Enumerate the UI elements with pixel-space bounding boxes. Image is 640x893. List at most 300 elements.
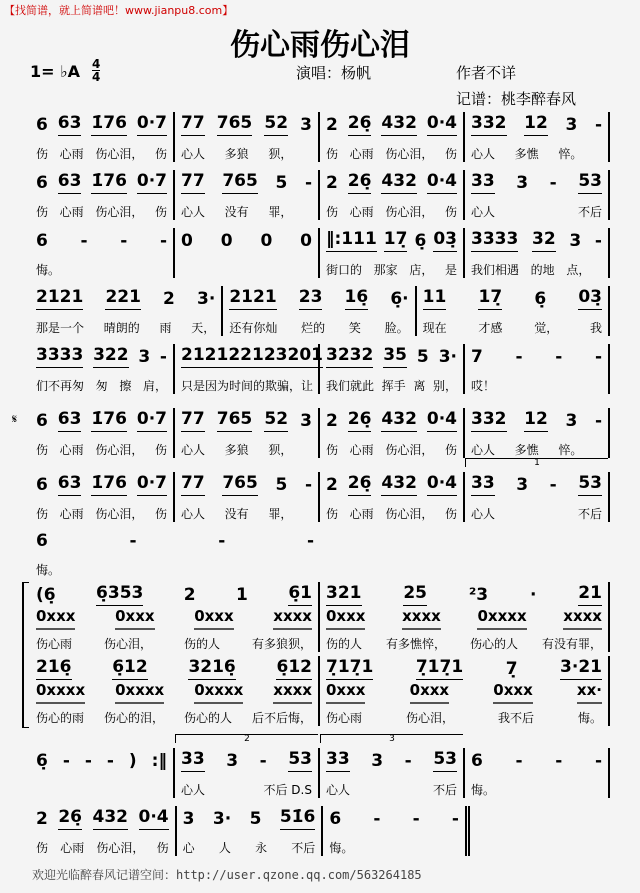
- lyrics: [326, 258, 457, 278]
- note: 7̣17̣1: [326, 656, 373, 680]
- score-line: [30, 734, 610, 798]
- note: 765: [217, 408, 253, 432]
- notes: [326, 748, 457, 772]
- notes: [471, 228, 602, 252]
- lyric: 伤心泪，: [103, 637, 152, 651]
- note: -: [555, 347, 563, 367]
- notes: [36, 656, 312, 680]
- note: 232: [264, 344, 300, 368]
- note: -: [373, 809, 381, 829]
- lyric: 离: [413, 379, 426, 393]
- note: 6̣: [36, 751, 48, 771]
- lyric: 心雨: [59, 147, 84, 161]
- measure: [30, 528, 320, 578]
- notes: [36, 112, 167, 136]
- lyrics: [181, 502, 312, 522]
- note: -: [218, 531, 226, 551]
- note: 6: [36, 411, 48, 431]
- site-watermark: 【找简谱，就上简谱吧！www.jianpu8.com】: [4, 4, 234, 17]
- lyric: 心人: [181, 783, 206, 797]
- notes: [183, 806, 316, 830]
- measure: [30, 408, 175, 458]
- lyric: 时间的: [229, 379, 266, 393]
- lyric: 有没有罪，: [541, 637, 602, 651]
- accompaniment: [36, 606, 312, 630]
- lyric: 骗，让: [277, 379, 314, 393]
- note: -: [594, 231, 602, 251]
- lyrics: [36, 438, 167, 458]
- note: 3333: [36, 344, 83, 368]
- lyric: 狈，: [268, 443, 293, 457]
- measure: [320, 112, 465, 162]
- note: 3: [182, 809, 195, 829]
- notes: [326, 472, 457, 496]
- score-line: [30, 582, 610, 652]
- note: 5: [416, 347, 429, 367]
- note: ·: [529, 585, 537, 605]
- measure: [223, 286, 416, 336]
- notes: [326, 656, 602, 680]
- note: 3·21: [560, 656, 602, 680]
- singer: 演唱：杨帆: [296, 64, 372, 82]
- note: 221: [105, 286, 141, 310]
- lyric: 才感: [478, 321, 503, 335]
- lyric: 心人: [181, 443, 206, 457]
- note: 432: [381, 170, 417, 194]
- note: 77: [181, 408, 205, 432]
- measure: [175, 472, 320, 522]
- notes: [181, 170, 312, 194]
- measure: [175, 408, 320, 458]
- lyrics: [326, 632, 602, 652]
- score-line: [30, 112, 610, 162]
- accompaniment: [326, 680, 602, 704]
- note: 6̣1: [288, 582, 312, 606]
- lyrics: [36, 142, 167, 162]
- measure: [320, 344, 465, 394]
- lyric: 不后: [577, 507, 602, 521]
- notes: [36, 472, 167, 496]
- lyrics: [471, 258, 602, 278]
- measure: [323, 806, 470, 856]
- rhythm: xxxx: [402, 606, 441, 630]
- note: (6̣: [36, 585, 56, 605]
- segno-icon: 𝄋: [12, 412, 18, 426]
- note: -: [129, 531, 137, 551]
- notes: [326, 408, 457, 432]
- notes: [36, 228, 167, 252]
- measure: [320, 734, 465, 798]
- notes: [36, 806, 169, 830]
- lyrics: [329, 836, 459, 856]
- measure: [30, 228, 175, 278]
- note: 6̣353: [96, 582, 143, 606]
- lyric: 有多狼狈，: [251, 637, 312, 651]
- note: 0: [300, 231, 312, 251]
- note: 1̇76: [91, 170, 127, 194]
- note: -: [549, 173, 557, 193]
- notes: [326, 582, 602, 606]
- lyric: 伤心的泪，: [103, 711, 164, 725]
- lyrics: [326, 374, 457, 394]
- lyric: 伤心泪，: [95, 205, 144, 219]
- note: 332: [471, 112, 507, 136]
- note: 6: [471, 751, 483, 771]
- lyric: 心人: [326, 783, 351, 797]
- lyric: 伤: [154, 205, 167, 219]
- lyric: 们不再匆: [36, 379, 85, 393]
- lyric: 罪，: [268, 205, 293, 219]
- note: 432: [381, 472, 417, 496]
- lyric: 别，: [432, 379, 457, 393]
- note: 23: [299, 286, 323, 310]
- notes: [36, 408, 167, 432]
- note: 3333: [471, 228, 518, 252]
- lyric: 人: [218, 841, 231, 855]
- lyric: 我们相遇: [471, 263, 520, 277]
- score-line: [30, 408, 610, 458]
- lyric: 伤心泪，: [385, 507, 434, 521]
- lyrics: [229, 316, 408, 336]
- note: -: [515, 751, 523, 771]
- rhythm: 0xxxx: [36, 680, 85, 704]
- lyric: 街口的: [326, 263, 363, 277]
- score-line: [30, 344, 610, 394]
- lyric: 心雨: [349, 147, 374, 161]
- lyrics: [36, 502, 167, 522]
- measure: [30, 582, 320, 652]
- score-line: [30, 656, 610, 726]
- note: 3: [565, 411, 578, 431]
- lyric: 伤: [326, 443, 339, 457]
- note: 3·: [438, 347, 457, 367]
- note: 2: [326, 173, 338, 193]
- lyric: 觉，: [534, 321, 559, 335]
- note: 63: [58, 408, 82, 432]
- lyrics: [183, 836, 316, 856]
- lyrics: [423, 316, 602, 336]
- lyrics: [181, 778, 312, 798]
- note: ‖:111: [326, 228, 377, 252]
- note: -: [304, 173, 312, 193]
- lyric: 那家: [373, 263, 398, 277]
- notes: [181, 408, 312, 432]
- note: -: [304, 475, 312, 495]
- lyric: 伤: [444, 507, 457, 521]
- lyric: 伤心雨: [326, 711, 363, 725]
- notes: [181, 344, 323, 368]
- lyric: 天，: [191, 321, 216, 335]
- measure: [175, 734, 320, 798]
- note: 1: [236, 585, 248, 605]
- lyrics: [471, 200, 602, 220]
- lyric: 伤心雨: [36, 637, 73, 651]
- notes: [36, 286, 215, 310]
- lyric: 伤: [444, 147, 457, 161]
- notes: [471, 170, 602, 194]
- note: 0·4: [139, 806, 169, 830]
- lyric: 肩，: [142, 379, 167, 393]
- lyric: 后不后悔，: [251, 711, 312, 725]
- lyric: 那是一个: [36, 321, 85, 335]
- note: 12: [524, 112, 548, 136]
- rhythm: 0xxxx: [477, 606, 526, 630]
- lyrics: [181, 374, 312, 394]
- note: 77: [181, 112, 205, 136]
- note: 26̣: [58, 806, 82, 830]
- note: -: [549, 475, 557, 495]
- note: 2: [326, 411, 338, 431]
- note: 3: [516, 173, 529, 193]
- note: -: [159, 347, 167, 367]
- notes: [36, 582, 312, 606]
- lyric: 没有: [224, 205, 249, 219]
- lyric: 心人: [181, 507, 206, 521]
- lyric: 多憔: [514, 147, 539, 161]
- note: -: [594, 347, 602, 367]
- notes: [181, 112, 312, 136]
- note: 2: [183, 585, 196, 605]
- note: -: [259, 751, 267, 771]
- lyrics: [471, 502, 602, 522]
- time-signature: [92, 58, 100, 83]
- rhythm: 0xxx: [115, 606, 154, 630]
- note: 3·: [212, 809, 232, 829]
- lyric: 心雨: [349, 507, 374, 521]
- accompaniment: [36, 680, 312, 704]
- lyric: 心人: [471, 507, 496, 521]
- note: 0·4: [427, 112, 457, 136]
- note: 3216̣: [188, 656, 235, 680]
- note: 26̣: [348, 408, 372, 432]
- lyric: 伤心的人: [469, 637, 518, 651]
- note: -: [404, 751, 412, 771]
- note: 6: [36, 475, 48, 495]
- note: 53: [433, 748, 457, 772]
- lyric: 伤: [326, 147, 339, 161]
- lyric: 烂的: [301, 321, 326, 335]
- lyric: 的地: [530, 263, 555, 277]
- note: 2: [326, 475, 338, 495]
- lyric: 匆: [95, 379, 108, 393]
- note: 6̣: [414, 231, 427, 251]
- lyrics: [181, 258, 312, 278]
- note: 3·: [197, 289, 216, 309]
- note: 01: [299, 344, 323, 368]
- note: 3232: [326, 344, 373, 368]
- lyric: 伤心泪，: [385, 147, 434, 161]
- measure: [465, 748, 610, 798]
- score-line: [30, 458, 610, 522]
- measure: [320, 582, 610, 652]
- notes: [471, 408, 602, 432]
- lyric: 还有你灿: [229, 321, 278, 335]
- note: 0·4: [427, 472, 457, 496]
- lyric: 伤心的雨: [36, 711, 85, 725]
- lyric: 不后: [577, 205, 602, 219]
- lyric: 是: [444, 263, 457, 277]
- note: 6̣·: [390, 289, 409, 309]
- lyric: 伤: [154, 443, 167, 457]
- lyric: 伤的人: [326, 637, 363, 651]
- note: 53: [288, 748, 312, 772]
- note: 0: [220, 231, 233, 251]
- note: 3: [569, 231, 582, 251]
- note: 2: [36, 809, 48, 829]
- note: 3: [226, 751, 239, 771]
- note: 7̣: [505, 659, 518, 679]
- note: 03̣: [433, 228, 457, 252]
- note: 332: [471, 408, 507, 432]
- score-line: [30, 228, 610, 278]
- note: 2: [326, 115, 338, 135]
- lyric: 脸。: [384, 321, 409, 335]
- note: 432: [381, 408, 417, 432]
- lyric: 永: [255, 841, 268, 855]
- volta-bracket: 1: [465, 458, 608, 467]
- note: 63: [58, 472, 82, 496]
- notes: [229, 286, 408, 310]
- lyric: 有多憔悴，: [385, 637, 446, 651]
- lyric: 不后: [291, 841, 316, 855]
- lyrics: [36, 836, 169, 856]
- note: -: [555, 751, 563, 771]
- measure: [465, 408, 610, 458]
- volta-bracket: 2: [175, 734, 318, 743]
- lyric: 伤: [36, 205, 49, 219]
- lyric: 伤: [36, 841, 49, 855]
- note: 52: [264, 112, 288, 136]
- note: 0·4: [427, 408, 457, 432]
- score-line: [30, 286, 610, 336]
- note: 52: [264, 408, 288, 432]
- lyric: 哎！: [471, 379, 496, 393]
- volta-bracket: 3: [320, 734, 463, 743]
- note: 5: [249, 809, 262, 829]
- note: 765: [217, 112, 253, 136]
- notes: [36, 748, 167, 772]
- lyric: 没有: [224, 507, 249, 521]
- note: -: [515, 347, 523, 367]
- lyric: 伤: [154, 147, 167, 161]
- lyric: 罪，: [268, 507, 293, 521]
- notes: [471, 472, 602, 496]
- rhythm: 0xxx: [493, 680, 532, 704]
- lyrics: [326, 438, 457, 458]
- lyric: 心人: [181, 147, 206, 161]
- notes: [329, 806, 459, 830]
- notes: [36, 170, 167, 194]
- note: 765: [222, 472, 258, 496]
- lyric: 伤心泪，: [95, 507, 144, 521]
- lyric: 伤: [36, 147, 49, 161]
- note: 0: [181, 231, 193, 251]
- measure: [465, 228, 610, 278]
- lyrics: [181, 142, 312, 162]
- lyrics: [326, 778, 457, 798]
- rhythm: xx·: [577, 680, 602, 704]
- note: 11: [423, 286, 447, 310]
- lyric: 伤: [444, 443, 457, 457]
- lyric: 伤: [36, 507, 49, 521]
- lyric: 心雨: [59, 507, 84, 521]
- measure: [30, 806, 177, 856]
- notes: [471, 344, 602, 368]
- note: -: [120, 231, 128, 251]
- lyric: 擦: [119, 379, 132, 393]
- lyric: 伤: [326, 507, 339, 521]
- measure: [175, 170, 320, 220]
- lyric: 多狼: [224, 147, 249, 161]
- note: 03̣: [578, 286, 602, 310]
- lyric: 晴朗的: [103, 321, 140, 335]
- lyrics: [326, 200, 457, 220]
- lyric: 悴。: [558, 147, 583, 161]
- note: 321: [326, 582, 362, 606]
- note: 6: [329, 809, 342, 829]
- lyric: 悔。: [329, 841, 354, 855]
- notator: 记谱：桃李醉春风: [456, 90, 577, 108]
- measure: [417, 286, 610, 336]
- lyrics: [471, 374, 602, 394]
- lyric: 现在: [422, 321, 447, 335]
- note: 6̣12: [276, 656, 312, 680]
- measure: [30, 472, 175, 522]
- lyric: 欺: [265, 379, 278, 393]
- note: -: [62, 751, 70, 771]
- note: 0·4: [427, 170, 457, 194]
- note: 17̣: [384, 228, 408, 252]
- notes: [471, 748, 602, 772]
- lyric: 我: [589, 321, 602, 335]
- rhythm: 0xxx: [326, 606, 365, 630]
- note: 3: [565, 115, 578, 135]
- note: 26̣: [348, 112, 372, 136]
- note: -: [451, 809, 459, 829]
- note: -: [84, 751, 92, 771]
- measure: [30, 344, 175, 394]
- note: 6̣: [534, 289, 547, 309]
- lyrics: [36, 200, 167, 220]
- lyric: 伤: [156, 841, 169, 855]
- note: 7̣17̣1: [416, 656, 463, 680]
- lyric: 心人: [181, 205, 206, 219]
- note: 3: [371, 751, 384, 771]
- rhythm: 0xxx: [36, 606, 75, 630]
- lyric: 悔。: [36, 563, 61, 577]
- lyric: 悔。: [577, 711, 602, 725]
- footer-credit: 欢迎光临醉春风记谱空间：http://user.qzone.qq.com/563264185: [32, 868, 422, 882]
- lyrics: [36, 558, 314, 578]
- note: 63: [58, 112, 82, 136]
- lyric: 悔。: [36, 263, 61, 277]
- notes: [36, 344, 167, 368]
- composer: 作者不详: [456, 64, 517, 82]
- note: 3: [300, 411, 312, 431]
- note: 17̣: [478, 286, 502, 310]
- lyric: 笑: [348, 321, 361, 335]
- note: 26̣: [348, 170, 372, 194]
- note: 5: [275, 173, 288, 193]
- lyrics: [471, 778, 602, 798]
- lyric: 我们就此: [326, 379, 375, 393]
- note: 0·7: [137, 408, 167, 432]
- lyric: 我不后: [497, 711, 534, 725]
- measure: [320, 170, 465, 220]
- note: -: [594, 115, 602, 135]
- note: 432: [381, 112, 417, 136]
- note: 1̇76: [91, 408, 127, 432]
